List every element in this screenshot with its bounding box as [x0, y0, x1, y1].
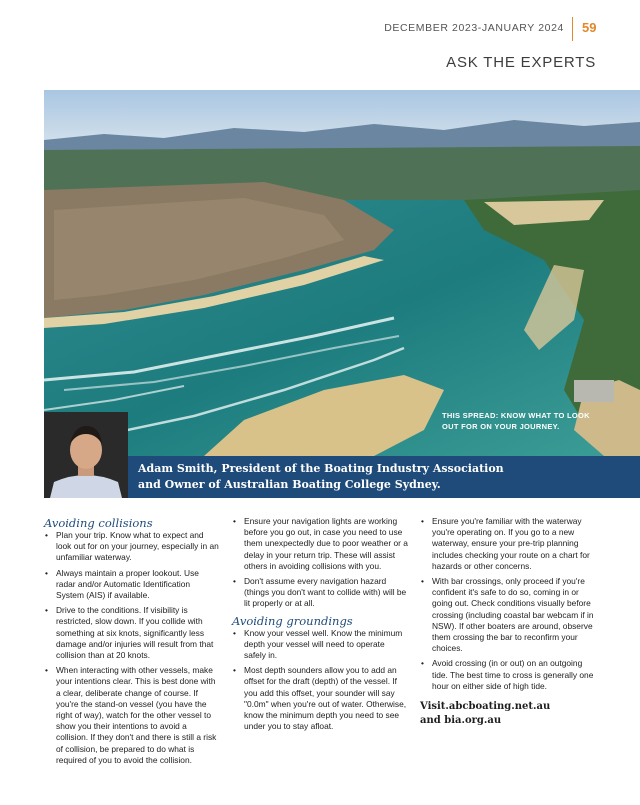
- column-2: [232, 516, 408, 736]
- aerial-river-photo: [44, 90, 640, 456]
- visit-links[interactable]: [420, 700, 596, 728]
- column-1: [44, 516, 220, 770]
- expert-portrait: [44, 412, 128, 498]
- header-divider: [572, 17, 573, 41]
- list-item: • Drive to the conditions. If visibility is restricted, slow down. If you collide with something at six knots, significantly less damage and/or injuries will result from that collision than at 20 knots.: [44, 605, 220, 661]
- list-item: • With bar crossings, only proceed if you're confident it's safe to do so, coming in or going out. Check conditions visually before crossing (including coastal bar webcam if in NSW). If other boaters are around, observe them crossing the bar to reconfirm your choices.: [420, 576, 596, 654]
- collisions-list-continued: [232, 516, 408, 610]
- expert-banner: [128, 456, 640, 498]
- list-item: • Know your vessel well. Know the minimum depth your vessel will need to operate safely in.: [232, 628, 408, 662]
- photo-caption: THIS SPREAD: KNOW WHAT TO LOOK OUT FOR ON YOUR JOURNEY.: [442, 411, 590, 431]
- heading-avoiding-collisions: Avoiding collisions: [44, 516, 153, 530]
- list-item: • Ensure you're familiar with the waterway you're operating on. If you go to a new waterway, ensure your pre-trip planning includes checking your route on a chart for hazards or other concerns.: [420, 516, 596, 572]
- groundings-list-continued: [420, 516, 596, 692]
- visit-link-abcboating[interactable]: Visit.abcboating.net.au: [420, 701, 551, 713]
- expert-credit-line1: Adam Smith, President of the Boating Industry Association: [138, 462, 504, 475]
- list-item: • Always maintain a proper lookout. Use radar and/or Automatic Identification System (AIS) if available.: [44, 568, 220, 602]
- page-number: 59: [582, 20, 597, 35]
- column-3: [420, 516, 596, 728]
- issue-date: DECEMBER 2023-JANUARY 2024: [384, 22, 564, 34]
- list-item: • Plan your trip. Know what to expect and look out for on your journey, especially in an unfamiliar waterway.: [44, 530, 220, 564]
- expert-credit-line2: and Owner of Australian Boating College Sydney.: [138, 478, 441, 491]
- list-item: • When interacting with other vessels, make your intentions clear. This is best done with a clear, deliberate change of course. If you're the stand-on vessel (you have the right of way), watch for the other vessel to show you their intentions to avoid a collision. If they don't and there is still a risk of collision, be prepared to do what is required of you to avoid the collision.: [44, 665, 220, 766]
- list-item: • Don't assume every navigation hazard (things you don't want to collide with) will be lit properly or at all.: [232, 576, 408, 610]
- collisions-list: [44, 530, 220, 766]
- groundings-list: [232, 628, 408, 733]
- section-title: ASK THE EXPERTS: [446, 54, 596, 71]
- list-item: • Ensure your navigation lights are working before you go out, in case you need to use them unexpectedly due to poor weather or a delay in your return trip. These will assist others in avoiding collisions with you.: [232, 516, 408, 572]
- expert-credit: [138, 461, 504, 493]
- list-item: • Avoid crossing (in or out) on an outgoing tide. The best time to cross is generally one hour on either side of high tide.: [420, 658, 596, 692]
- heading-avoiding-groundings: Avoiding groundings: [232, 613, 353, 628]
- list-item: • Most depth sounders allow you to add an offset for the draft (depth) of the vessel. If you add this offset, your sounder will say "0.0m" when you're out of water. Otherwise, know the minimum depth you need to see under you to stay afloat.: [232, 665, 408, 732]
- visit-link-bia[interactable]: and bia.org.au: [420, 715, 502, 727]
